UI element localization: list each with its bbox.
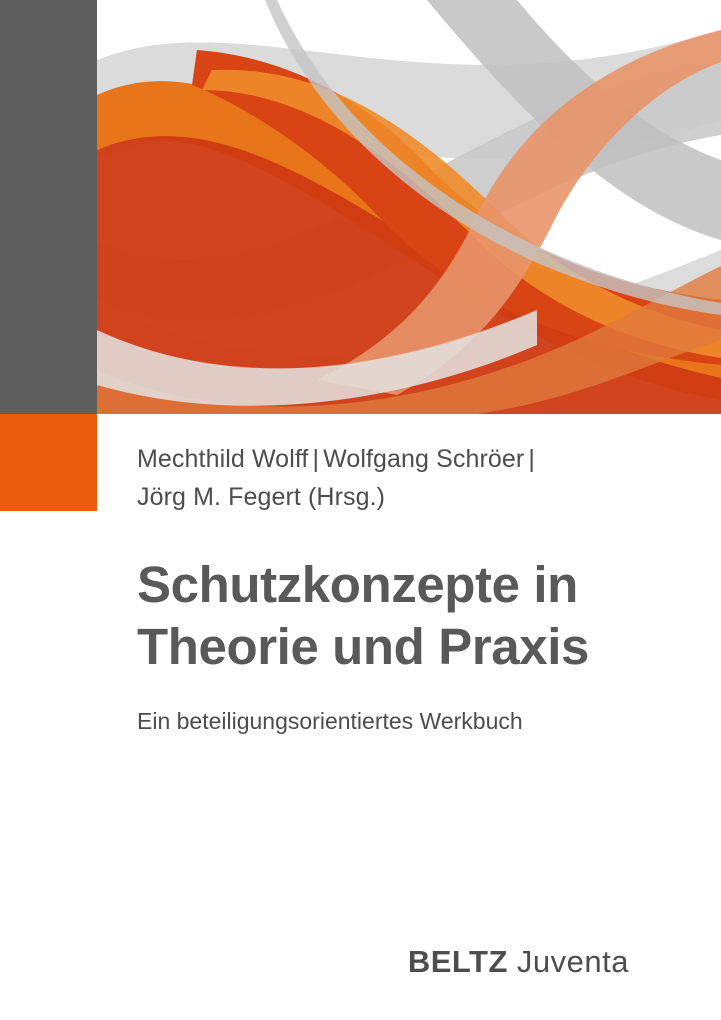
spine-grey-bar [0,0,97,414]
publisher-name-juventa: Juventa [516,944,629,979]
book-subtitle: Ein beteiligungsorientiertes Werkbuch [137,708,523,734]
book-title: Schutzkonzepte in Theorie und Praxis [137,556,589,675]
editor-one: Mechthild Wolff [137,445,309,473]
cover-text-block [137,440,657,736]
editor-two: Wolfgang Schröer [323,445,525,473]
editor-separator-2: | [528,445,535,473]
ribbon-graphic [97,0,721,414]
editors [137,440,657,516]
editor-three: Jörg M. Fegert (Hrsg.) [137,483,386,511]
cover-artwork [97,0,721,414]
spine-orange-block [0,414,97,511]
publisher-logo [408,944,629,980]
editor-separator-1: | [312,445,320,473]
publisher-name-beltz: BELTZ [407,944,508,979]
